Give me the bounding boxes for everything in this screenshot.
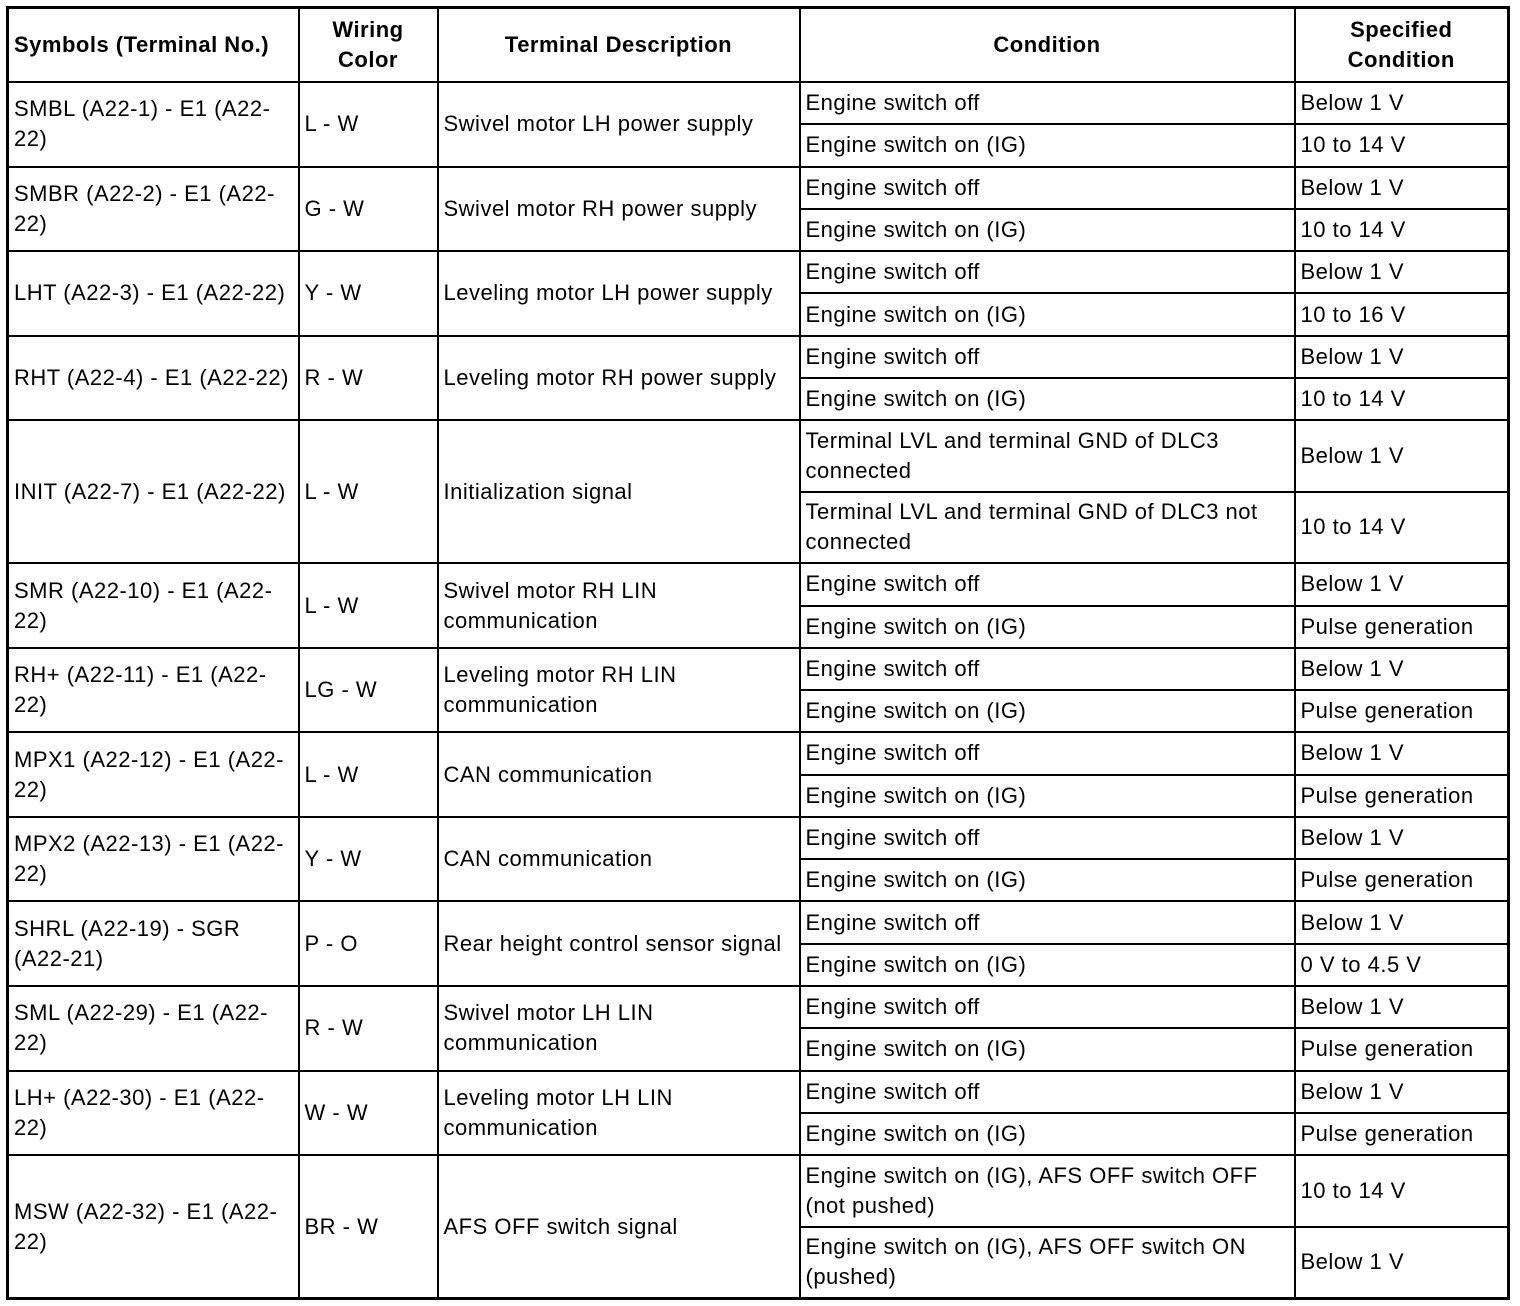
specified-condition-cell: 10 to 14 V (1295, 209, 1509, 251)
condition-cell: Engine switch off (800, 648, 1295, 690)
wiring-color-cell: Y - W (299, 251, 438, 336)
specified-condition-cell: Below 1 V (1295, 420, 1509, 491)
condition-cell: Engine switch off (800, 986, 1295, 1028)
condition-cell: Engine switch on (IG) (800, 690, 1295, 732)
wiring-color-cell: L - W (299, 82, 438, 167)
table-row (8, 420, 1509, 491)
specified-condition-cell: Below 1 V (1295, 251, 1509, 293)
symbol-cell: RHT (A22-4) - E1 (A22-22) (8, 336, 299, 421)
condition-cell: Engine switch off (800, 251, 1295, 293)
header-condition: Condition (800, 8, 1295, 83)
specified-condition-cell: Pulse generation (1295, 1113, 1509, 1155)
condition-cell: Engine switch off (800, 167, 1295, 209)
condition-cell: Engine switch on (IG) (800, 209, 1295, 251)
table-row (8, 1155, 1509, 1226)
description-cell: AFS OFF switch signal (438, 1155, 800, 1298)
symbol-cell: RH+ (A22-11) - E1 (A22-22) (8, 648, 299, 733)
wiring-color-cell: R - W (299, 986, 438, 1071)
condition-cell: Engine switch off (800, 563, 1295, 605)
condition-cell: Engine switch on (IG) (800, 606, 1295, 648)
table-body (8, 82, 1509, 1299)
description-cell: Swivel motor RH LIN communication (438, 563, 800, 648)
specified-condition-cell: Below 1 V (1295, 732, 1509, 774)
specified-condition-cell: Below 1 V (1295, 986, 1509, 1028)
symbol-cell: SMBL (A22-1) - E1 (A22-22) (8, 82, 299, 167)
description-cell: Leveling motor RH power supply (438, 336, 800, 421)
symbol-cell: MPX1 (A22-12) - E1 (A22-22) (8, 732, 299, 817)
condition-cell: Engine switch off (800, 336, 1295, 378)
symbol-cell: MPX2 (A22-13) - E1 (A22-22) (8, 817, 299, 902)
specified-condition-cell: 10 to 14 V (1295, 492, 1509, 563)
header-row (8, 8, 1509, 83)
wiring-color-cell: L - W (299, 420, 438, 563)
table-row (8, 1071, 1509, 1113)
specified-condition-cell: Pulse generation (1295, 690, 1509, 732)
description-cell: Leveling motor LH LIN communication (438, 1071, 800, 1156)
condition-cell: Engine switch off (800, 1071, 1295, 1113)
wiring-color-cell: Y - W (299, 817, 438, 902)
table-row (8, 648, 1509, 690)
specified-condition-cell: Below 1 V (1295, 901, 1509, 943)
condition-cell: Engine switch on (IG) (800, 1028, 1295, 1070)
condition-cell: Engine switch on (IG), AFS OFF switch OFF (not pushed) (800, 1155, 1295, 1226)
condition-cell: Engine switch off (800, 901, 1295, 943)
condition-cell: Terminal LVL and terminal GND of DLC3 not connected (800, 492, 1295, 563)
specified-condition-cell: Pulse generation (1295, 1028, 1509, 1070)
symbol-cell: LHT (A22-3) - E1 (A22-22) (8, 251, 299, 336)
wiring-color-cell: R - W (299, 336, 438, 421)
condition-cell: Engine switch on (IG) (800, 775, 1295, 817)
specified-condition-cell: 10 to 16 V (1295, 293, 1509, 335)
specified-condition-cell: 10 to 14 V (1295, 1155, 1509, 1226)
header-symbols: Symbols (Terminal No.) (8, 8, 299, 83)
table-row (8, 336, 1509, 378)
symbol-cell: SMBR (A22-2) - E1 (A22-22) (8, 167, 299, 252)
wiring-color-cell: BR - W (299, 1155, 438, 1298)
condition-cell: Engine switch on (IG) (800, 124, 1295, 166)
wiring-color-cell: L - W (299, 563, 438, 648)
specified-condition-cell: Pulse generation (1295, 859, 1509, 901)
table-row (8, 986, 1509, 1028)
symbol-cell: MSW (A22-32) - E1 (A22-22) (8, 1155, 299, 1298)
condition-cell: Engine switch on (IG) (800, 1113, 1295, 1155)
description-cell: Swivel motor LH LIN communication (438, 986, 800, 1071)
condition-cell: Engine switch off (800, 732, 1295, 774)
table-row (8, 251, 1509, 293)
description-cell: Initialization signal (438, 420, 800, 563)
wiring-color-cell: L - W (299, 732, 438, 817)
wiring-color-cell: G - W (299, 167, 438, 252)
description-cell: Leveling motor LH power supply (438, 251, 800, 336)
table-row (8, 563, 1509, 605)
header-terminal-description: Terminal Description (438, 8, 800, 83)
specified-condition-cell: Below 1 V (1295, 563, 1509, 605)
description-cell: Swivel motor LH power supply (438, 82, 800, 167)
table-row (8, 82, 1509, 124)
condition-cell: Engine switch on (IG) (800, 859, 1295, 901)
specified-condition-cell: Below 1 V (1295, 167, 1509, 209)
header-wiring-color: Wiring Color (299, 8, 438, 83)
table-row (8, 817, 1509, 859)
specified-condition-cell: Pulse generation (1295, 606, 1509, 648)
specified-condition-cell: Below 1 V (1295, 817, 1509, 859)
description-cell: CAN communication (438, 817, 800, 902)
condition-cell: Engine switch on (IG), AFS OFF switch ON (pushed) (800, 1227, 1295, 1299)
symbol-cell: SMR (A22-10) - E1 (A22-22) (8, 563, 299, 648)
description-cell: Swivel motor RH power supply (438, 167, 800, 252)
specified-condition-cell: 0 V to 4.5 V (1295, 944, 1509, 986)
header-specified-condition: Specified Condition (1295, 8, 1509, 83)
specified-condition-cell: 10 to 14 V (1295, 124, 1509, 166)
symbol-cell: INIT (A22-7) - E1 (A22-22) (8, 420, 299, 563)
condition-cell: Engine switch off (800, 817, 1295, 859)
table-row (8, 732, 1509, 774)
specified-condition-cell: Below 1 V (1295, 1227, 1509, 1299)
condition-cell: Engine switch on (IG) (800, 293, 1295, 335)
wiring-color-cell: LG - W (299, 648, 438, 733)
table-row (8, 167, 1509, 209)
terminal-table (6, 6, 1510, 1300)
wiring-color-cell: W - W (299, 1071, 438, 1156)
specified-condition-cell: Below 1 V (1295, 1071, 1509, 1113)
specified-condition-cell: Below 1 V (1295, 82, 1509, 124)
specified-condition-cell: Pulse generation (1295, 775, 1509, 817)
symbol-cell: LH+ (A22-30) - E1 (A22-22) (8, 1071, 299, 1156)
wiring-color-cell: P - O (299, 901, 438, 986)
specified-condition-cell: Below 1 V (1295, 648, 1509, 690)
description-cell: Rear height control sensor signal (438, 901, 800, 986)
specified-condition-cell: 10 to 14 V (1295, 378, 1509, 420)
condition-cell: Engine switch on (IG) (800, 944, 1295, 986)
specified-condition-cell: Below 1 V (1295, 336, 1509, 378)
condition-cell: Terminal LVL and terminal GND of DLC3 connected (800, 420, 1295, 491)
description-cell: Leveling motor RH LIN communication (438, 648, 800, 733)
table-row (8, 901, 1509, 943)
description-cell: CAN communication (438, 732, 800, 817)
symbol-cell: SML (A22-29) - E1 (A22-22) (8, 986, 299, 1071)
condition-cell: Engine switch on (IG) (800, 378, 1295, 420)
symbol-cell: SHRL (A22-19) - SGR (A22-21) (8, 901, 299, 986)
condition-cell: Engine switch off (800, 82, 1295, 124)
